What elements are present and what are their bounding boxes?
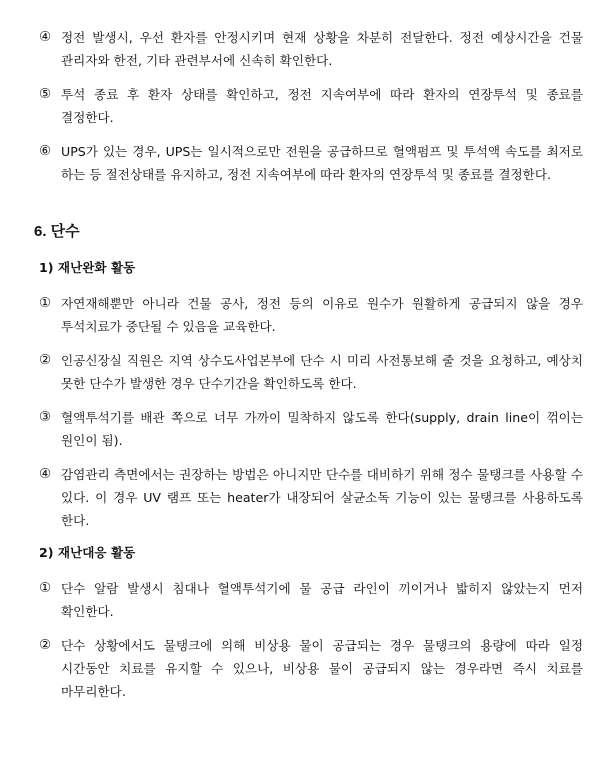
- item-text: 혈액투석기를 배관 쪽으로 너무 가까이 밀착하지 않도록 한다(supply, drain line이 꺾이는 원인이 됨).: [61, 410, 583, 448]
- list-item: [39, 292, 583, 338]
- list-item: [39, 634, 583, 703]
- item-number: ④: [39, 29, 52, 45]
- item-number: ⑤: [39, 86, 52, 102]
- list-item: [39, 577, 583, 623]
- item-text: 단수 알람 발생시 침대나 혈액투석기에 물 공급 라인이 끼이거나 밟히지 않았는지 먼저 확인한다.: [61, 581, 583, 619]
- subsection-heading: 2) 재난대응 활동: [39, 545, 136, 560]
- list-item: [39, 463, 583, 532]
- item-text: 감염관리 측면에서는 권장하는 방법은 아니지만 단수를 대비하기 위해 정수 물탱크를 사용할 수 있다. 이 경우 UV 램프 또는 heater가 내장되어 살균소독 기능이 있는 물탱크를 사용하도록 한다.: [61, 467, 583, 528]
- item-text: 인공신장실 직원은 지역 상수도사업본부에 단수 시 미리 사전통보해 줄 것을 요청하고, 예상치 못한 단수가 발생한 경우 단수기간을 확인하도록 한다.: [61, 353, 583, 391]
- section-heading: 6. 단수: [34, 223, 80, 240]
- list-item: [39, 406, 583, 452]
- list-item: [39, 26, 583, 72]
- item-number: ⑥: [39, 143, 52, 159]
- item-number: ②: [39, 637, 52, 653]
- list-item: [39, 83, 583, 129]
- list-item: [39, 349, 583, 395]
- item-number: ②: [39, 352, 52, 368]
- item-text: 단수 상황에서도 물탱크에 의해 비상용 물이 공급되는 경우 물탱크의 용량에 따라 일정 시간동안 치료를 유지할 수 있으나, 비상용 물이 공급되지 않는 경우라면 즉시 치료를 마무리한다.: [61, 638, 583, 699]
- item-number: ①: [39, 295, 52, 311]
- item-number: ①: [39, 580, 52, 596]
- list-item: [39, 140, 583, 186]
- item-number: ④: [39, 466, 52, 482]
- subsection-heading: 1) 재난완화 활동: [39, 260, 136, 275]
- item-text: UPS가 있는 경우, UPS는 일시적으로만 전원을 공급하므로 혈액펌프 및 투석액 속도를 최저로 하는 등 절전상태를 유지하고, 정전 지속여부에 따라 환자의 연장투석 및 종료를 결정한다.: [61, 144, 583, 182]
- item-text: 자연재해뿐만 아니라 건물 공사, 정전 등의 이유로 원수가 원활하게 공급되지 않을 경우 투석치료가 중단될 수 있음을 교육한다.: [61, 296, 583, 334]
- item-number: ③: [39, 409, 52, 425]
- item-text: 투석 종료 후 환자 상태를 확인하고, 정전 지속여부에 따라 환자의 연장투석 및 종료를 결정한다.: [61, 87, 583, 125]
- item-text: 정전 발생시, 우선 환자를 안정시키며 현재 상황을 차분히 전달한다. 정전 예상시간을 건물 관리자와 한전, 기타 관련부서에 신속히 확인한다.: [61, 30, 583, 68]
